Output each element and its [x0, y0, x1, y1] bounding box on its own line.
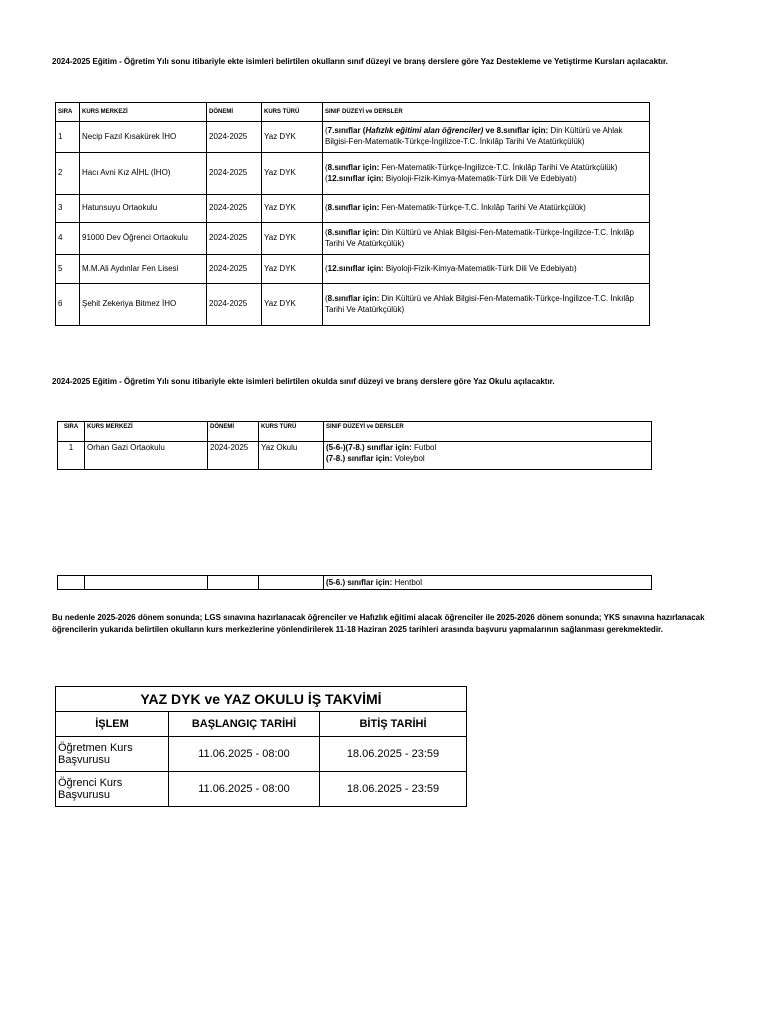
- application-note-paragraph: Bu nedenle 2025-2026 dönem sonunda; LGS sınavına hazırlanacak öğrenciler ve Hafızlık eğitimi alacak öğrenciler ile 2025-2026 dönem sonunda; YKS sınavına hazırlanacak öğrencilerin yukarıda belirtilen okulların kurs merkezlerine yönlendirilerek 11-18 Haziran 2025 tarihleri arasında başvuru yapmalarının sağlanması gerekmektedir.: [52, 613, 705, 635]
- table-header-row: [56, 103, 650, 122]
- row-subjects: [324, 442, 652, 470]
- table-row: [58, 442, 652, 470]
- subject-grade-label: 7.sınıflar (: [327, 126, 366, 136]
- row-type: Yaz DYK: [262, 284, 323, 326]
- table-row: [56, 223, 650, 255]
- row-type: Yaz DYK: [262, 195, 323, 223]
- start-date: 11.06.2025 - 08:00: [169, 737, 320, 772]
- calendar-header-row: [56, 712, 467, 737]
- subject-grade-label: 8.sınıflar için:: [327, 162, 380, 172]
- end-date: 18.06.2025 - 23:59: [320, 772, 467, 807]
- header-type: KURS TÜRÜ: [259, 422, 324, 442]
- subject-list: Din Kültürü ve Ahlak Bilgisi-Fen-Matematik-Türkçe-İngilizce-T.C. İnkılâp Tarihi Ve Atatürkçülük): [325, 293, 634, 314]
- row-subjects: [323, 195, 650, 223]
- table-row: [56, 122, 650, 153]
- subject-list: Voleybol: [392, 453, 425, 463]
- table-row: [56, 772, 467, 807]
- header-term: DÖNEMİ: [208, 422, 259, 442]
- table-row: [56, 153, 650, 195]
- calendar-table: [55, 686, 467, 807]
- row-center-empty: [85, 576, 208, 590]
- task-name: Öğrenci Kurs Başvurusu: [56, 772, 169, 807]
- subject-list: Biyoloji-Fizik-Kimya-Matematik-Türk Dili Ve Edebiyatı): [383, 173, 577, 183]
- row-term: 2024-2025: [207, 153, 262, 195]
- table-row: [56, 195, 650, 223]
- row-term: 2024-2025: [207, 255, 262, 284]
- row-type: Yaz DYK: [262, 153, 323, 195]
- subject-grade-label: (5-6.) sınıflar için:: [326, 577, 393, 587]
- header-center: KURS MERKEZİ: [85, 422, 208, 442]
- row-center: M.M.Ali Aydınlar Fen Lisesi: [80, 255, 207, 284]
- row-term: 2024-2025: [207, 195, 262, 223]
- table-row: [58, 576, 652, 590]
- intro-dyk-paragraph: 2024-2025 Eğitim - Öğretim Yılı sonu itibariyle ekte isimleri belirtilen okulların sınıf düzeyi ve branş derslere göre Yaz Destekleme ve Yetiştirme Kursları açılacaktır.: [52, 57, 668, 66]
- table-header-row: [58, 422, 652, 442]
- row-no-empty: [58, 576, 85, 590]
- row-type: Yaz DYK: [262, 122, 323, 153]
- row-center: Hatunsuyu Ortaokulu: [80, 195, 207, 223]
- row-center: Orhan Gazi Ortaokulu: [85, 442, 208, 470]
- row-center: Necip Fazıl Kısakürek İHO: [80, 122, 207, 153]
- header-start-date: BAŞLANGIÇ TARİHİ: [169, 712, 320, 737]
- row-term-empty: [208, 576, 259, 590]
- header-subjects: SINIF DÜZEYİ ve DERSLER: [323, 103, 650, 122]
- subject-paren: (: [325, 203, 328, 213]
- row-term: 2024-2025: [207, 122, 262, 153]
- subject-paren: (: [325, 126, 328, 136]
- row-type: Yaz DYK: [262, 255, 323, 284]
- row-subjects: [323, 223, 650, 255]
- subject-paren: (: [325, 162, 328, 172]
- dyk-courses-table: [55, 102, 650, 326]
- subject-grade-label: (7-8.) sınıflar için:: [326, 453, 393, 463]
- header-term: DÖNEMİ: [207, 103, 262, 122]
- calendar-title: YAZ DYK ve YAZ OKULU İŞ TAKVİMİ: [56, 687, 467, 712]
- subject-list: Din Kültürü ve Ahlak Bilgisi-Fen-Matematik-Türkçe-İngilizce-T.C. İnkılâp Tarihi Ve Atatürkçülük): [325, 126, 623, 146]
- row-center: Şehit Zekeriya Bitmez İHO: [80, 284, 207, 326]
- subject-list: Hentbol: [392, 577, 423, 587]
- subject-list: Fen-Matematik-Türkçe-İngilizce-T.C. İnkılâp Tarihi Ve Atatürkçülük): [379, 162, 618, 172]
- header-no: SIRA: [56, 103, 80, 122]
- subject-grade-label: 8.sınıflar için:: [327, 293, 380, 303]
- subject-list: Biyoloji-Fizik-Kimya-Matematik-Türk Dili Ve Edebiyatı): [383, 263, 577, 273]
- table-row: [56, 284, 650, 326]
- table-row: [56, 737, 467, 772]
- row-no: 2: [56, 153, 80, 195]
- row-type: Yaz Okulu: [259, 442, 324, 470]
- row-no: 6: [56, 284, 80, 326]
- header-end-date: BİTİŞ TARİHİ: [320, 712, 467, 737]
- task-name: Öğretmen Kurs Başvurusu: [56, 737, 169, 772]
- subject-grade-label-2: ve 8.sınıflar için:: [483, 126, 549, 136]
- intro-summer-school-paragraph: 2024-2025 Eğitim - Öğretim Yılı sonu itibariyle ekte isimleri belirtilen okulda sınıf düzeyi ve branş derslere göre Yaz Okulu açılacaktır.: [52, 377, 555, 386]
- row-term: 2024-2025: [207, 284, 262, 326]
- header-task: İŞLEM: [56, 712, 169, 737]
- header-no: SIRA: [58, 422, 85, 442]
- calendar-title-row: [56, 687, 467, 712]
- row-no: 5: [56, 255, 80, 284]
- summer-school-table: [57, 421, 652, 470]
- header-type: KURS TÜRÜ: [262, 103, 323, 122]
- subject-list: Futbol: [411, 443, 437, 452]
- row-center: 91000 Dev Öğrenci Ortaokulu: [80, 223, 207, 255]
- header-center: KURS MERKEZİ: [80, 103, 207, 122]
- row-no: 3: [56, 195, 80, 223]
- row-subjects: [323, 284, 650, 326]
- header-subjects: SINIF DÜZEYİ ve DERSLER: [324, 422, 652, 442]
- row-subjects: [323, 122, 650, 153]
- row-subjects: [323, 255, 650, 284]
- row-no: 4: [56, 223, 80, 255]
- row-term: 2024-2025: [207, 223, 262, 255]
- subject-grade-label: 12.sınıflar için:: [327, 173, 384, 183]
- end-date: 18.06.2025 - 23:59: [320, 737, 467, 772]
- subject-hafizlik-label: Hafızlık eğitimi alan öğrenciler): [365, 126, 484, 136]
- row-type: Yaz DYK: [262, 223, 323, 255]
- subject-grade-label: 8.sınıflar için:: [327, 227, 380, 237]
- row-no: 1: [58, 442, 85, 470]
- row-no: 1: [56, 122, 80, 153]
- subject-grade-label: (5-6-)(7-8.) sınıflar için:: [326, 443, 412, 452]
- row-type-empty: [259, 576, 324, 590]
- subject-list: Din Kültürü ve Ahlak Bilgisi-Fen-Matematik-Türkçe-İngilizce-T.C. İnkılâp Tarihi Ve Atatürkçülük): [325, 227, 634, 248]
- subject-paren: (: [325, 263, 328, 273]
- subject-paren: (: [325, 293, 328, 303]
- summer-school-extra-row: [57, 575, 652, 590]
- subject-grade-label: 12.sınıflar için:: [327, 263, 384, 273]
- subject-grade-label: 8.sınıflar için:: [327, 203, 380, 213]
- subject-paren: (: [325, 227, 328, 237]
- start-date: 11.06.2025 - 08:00: [169, 772, 320, 807]
- subject-paren: (: [325, 173, 328, 183]
- row-subjects: [323, 153, 650, 195]
- subject-list: Fen-Matematik-Türkçe-T.C. İnkılâp Tarihi Ve Atatürkçülük): [379, 203, 586, 213]
- row-center: Hacı Avni Kız AİHL (İHO): [80, 153, 207, 195]
- row-subjects: [324, 576, 652, 590]
- table-row: [56, 255, 650, 284]
- row-term: 2024-2025: [208, 442, 259, 470]
